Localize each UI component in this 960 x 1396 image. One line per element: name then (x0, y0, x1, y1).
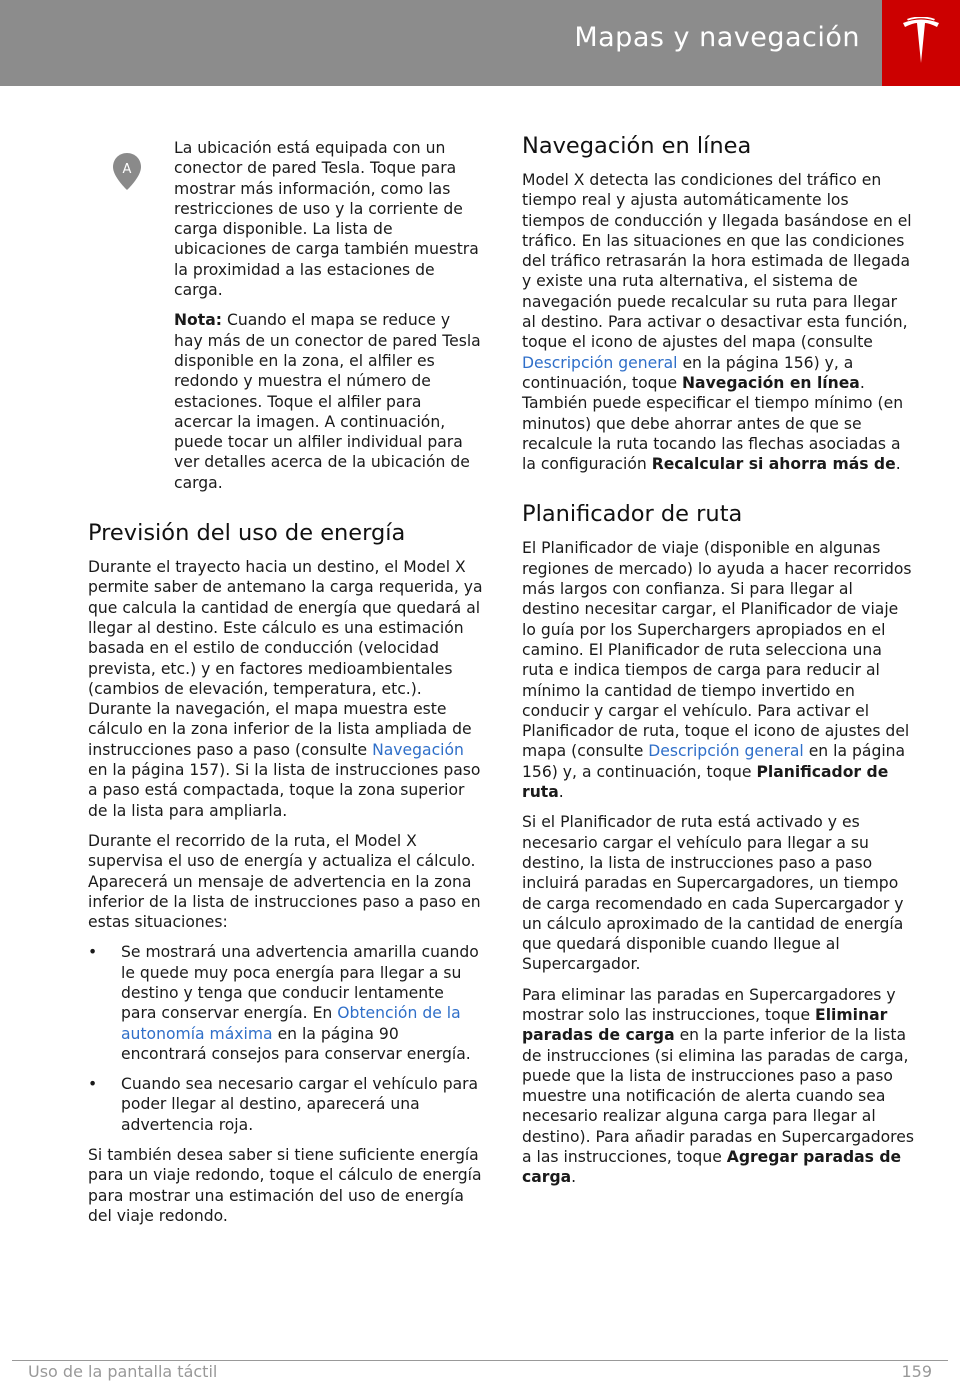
link-navegacion[interactable]: Navegación (372, 740, 464, 759)
page-number: 159 (901, 1362, 932, 1381)
text: Se mostrará una advertencia amarilla cuando le quede muy poca energía para llegar a su destino y tenga que conducir lentamente para conservar energía. En (121, 943, 479, 1023)
note-text: Cuando el mapa se reduce y hay más de un conector de pared Tesla disponible en la zona, el alfiler es redondo y muestra el número de estaciones. Toque el alfiler para acercar la imagen. A continuación, puede tocar un alfiler individual para ver detalles acerca de la ubicación de carga. (174, 311, 481, 492)
text: en la parte inferior de la lista de instrucciones (si elimina las paradas de carga, puede que la lista de instrucciones paso a paso muestre una notificación de alerta cuando sea necesario realizar alguna carga para llegar al destino). Para añadir paradas en Supercargadores a las instrucciones, toque (522, 1026, 914, 1167)
tesla-logo-icon (901, 17, 941, 67)
planner-paragraph-2: Si el Planificador de ruta está activado y es necesario cargar el vehículo para llegar a su destino, la lista de instrucciones paso a paso incluirá paradas en Supercargadores, un tiempo de carga recomendado en cada Supercargador y un cálculo aproximado de la cantidad de energía que quedará disponible cuando llegue al Supercargador. (522, 813, 904, 974)
text: . (895, 455, 901, 474)
text: en la página 90 encontrará consejos para conservar energía. (121, 1024, 471, 1063)
footer-section: Uso de la pantalla táctil (28, 1362, 218, 1381)
bullet-icon: • (88, 1075, 98, 1094)
text: El Planificador de viaje (disponible en algunas regiones de mercado) lo ayuda a hacer recorridos más largos con confianza. Si para llegar al destino necesitar cargar, el Planificador de viaje lo guía por los Superchargers apropiados en el camino. El Planificador de ruta selecciona una ruta e indica tiempos de carga para reducir al mínimo la cantidad de tiempo invertido en conducir y cargar el vehículo. Para activar el Planificador de ruta, toque el icono de ajustes del mapa (consulte (522, 539, 912, 761)
note-label: Nota: (174, 311, 222, 330)
heading-energy-forecast: Previsión del uso de energía (88, 520, 406, 547)
left-column (88, 138, 483, 1236)
right-column (522, 132, 915, 1198)
planner-paragraph-1 (522, 538, 915, 802)
energy-paragraph-1 (88, 557, 483, 821)
text: . (571, 1168, 577, 1187)
link-autonomia-maxima[interactable]: Obtención de la autonomía máxima (121, 1004, 461, 1043)
warning-list (88, 942, 483, 1135)
heading-online-navigation: Navegación en línea (522, 133, 752, 159)
text: . También puede especificar el tiempo mínimo (en minutos) que debe ahorrar antes de que se recalcule la ruta tocando las flechas asociadas a la configuración (522, 373, 904, 474)
list-item (88, 942, 483, 1064)
footer-divider (12, 1360, 948, 1361)
setting-online-navigation: Navegación en línea (682, 373, 860, 392)
pin-letter: A (122, 162, 132, 177)
text: en la página 156) y, a continuación, toque (522, 742, 906, 781)
pin-paragraph: La ubicación está equipada con un conector de pared Tesla. Toque para mostrar más información, como las restricciones de uso y la corriente de carga disponible. La lista de ubicaciones de carga también muestra la proximidad a las estaciones de carga. (174, 139, 479, 300)
text: Cuando sea necesario cargar el vehículo para poder llegar al destino, aparecerá una advertencia roja. (121, 1075, 479, 1134)
online-paragraph (522, 170, 915, 474)
link-descripcion-general-2[interactable]: Descripción general (648, 742, 804, 761)
planner-paragraph-3 (522, 985, 915, 1188)
option-add-stops: Agregar paradas de carga (522, 1148, 902, 1187)
charging-location-description (88, 138, 483, 493)
text: Durante el trayecto hacia un destino, el Model X permite saber de antemano la carga requerida, ya que calcula la cantidad de energía que quedará al llegar al destino. Este cálculo es una estimación basada en el estilo de conducción (velocidad prevista, etc.) y en factores medioambientales (cambios de elevación, temperatura, etc.). Durante la navegación, el mapa muestra este cálculo en la zona inferior de la lista ampliada de instrucciones paso a paso (consulte (88, 558, 483, 759)
page-header (0, 0, 960, 86)
chapter-title: Mapas y navegación (574, 22, 860, 53)
energy-paragraph-3: Si también desea saber si tiene suficiente energía para un viaje redondo, toque el cálculo de energía para mostrar una estimación del uso de energía del viaje redondo. (88, 1146, 482, 1225)
option-remove-stops: Eliminar paradas de carga (522, 1005, 888, 1045)
heading-route-planner: Planificador de ruta (522, 501, 743, 528)
charging-pin-icon (112, 152, 142, 192)
list-item (88, 1074, 483, 1135)
energy-paragraph-2: Durante el recorrido de la ruta, el Model X supervisa el uso de energía y actualiza el cálculo. Aparecerá un mensaje de advertencia en la zona inferior de la lista de instrucciones paso a paso en estas situaciones: (88, 831, 481, 932)
text: Para eliminar las paradas en Supercargadores y mostrar solo las instrucciones, toque (522, 985, 896, 1024)
note-paragraph (174, 310, 483, 493)
text: en la página 157). Si la lista de instrucciones paso a paso está compactada, toque la zona superior de la lista para ampliarla. (88, 761, 481, 820)
setting-recalculate: Recalcular si ahorra más de (651, 455, 896, 474)
text: . (558, 783, 564, 802)
setting-route-planner: Planificador de ruta (522, 762, 889, 802)
bullet-icon: • (88, 943, 98, 962)
text: en la página 156) y, a continuación, toque (522, 353, 854, 392)
text: Model X detecta las condiciones del tráfico en tiempo real y ajusta automáticamente los tiempos de conducción y llegada basándose en el tráfico. En las situaciones en que las condiciones del tráfico retrasarán la hora estimada de llegada y existe una ruta alternativa, el sistema de navegación puede recalcular su ruta para llegar al destino. Para activar o desactivar esta función, toque el icono de ajustes del mapa (consulte (522, 171, 912, 352)
tesla-logo-box (882, 0, 960, 86)
link-descripcion-general[interactable]: Descripción general (522, 353, 678, 372)
